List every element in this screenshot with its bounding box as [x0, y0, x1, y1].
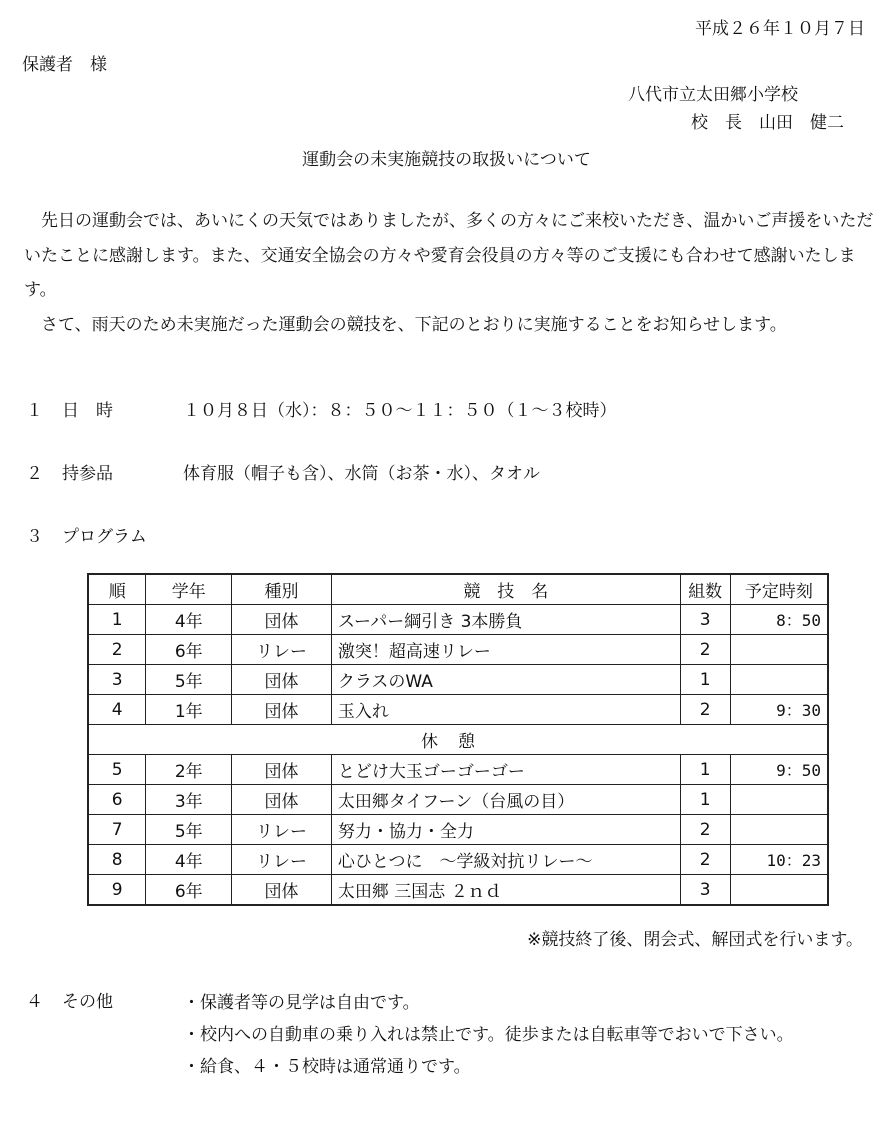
cell-time: 10：23 — [730, 845, 828, 875]
cell-type: リレー — [232, 845, 332, 875]
cell-event: 努力・協力・全力 — [331, 815, 680, 845]
cell-event: 太田郷タイフーン（台風の目） — [331, 785, 680, 815]
cell-type: 団体 — [232, 695, 332, 725]
body-text — [24, 204, 874, 342]
cell-order: 7 — [88, 815, 146, 845]
table-row — [88, 845, 828, 875]
cell-type: リレー — [232, 815, 332, 845]
cell-type: リレー — [232, 635, 332, 665]
section-1-number: １ — [26, 401, 43, 421]
cell-event: 玉入れ — [331, 695, 680, 725]
cell-grade: 2年 — [146, 755, 232, 785]
cell-type: 団体 — [232, 755, 332, 785]
cell-order: 8 — [88, 845, 146, 875]
cell-grade: 4年 — [146, 605, 232, 635]
cell-time — [730, 785, 828, 815]
table-row — [88, 605, 828, 635]
list-item: ・保護者等の見学は自由です。 — [183, 993, 420, 1013]
cell-grade: 6年 — [146, 875, 232, 906]
cell-grade: 1年 — [146, 695, 232, 725]
header-groups: 組数 — [680, 574, 730, 605]
cell-order: 2 — [88, 635, 146, 665]
section-4-number: ４ — [26, 992, 43, 1012]
cell-order: 5 — [88, 755, 146, 785]
cell-type: 団体 — [232, 785, 332, 815]
cell-type: 団体 — [232, 875, 332, 906]
cell-groups: 2 — [680, 635, 730, 665]
table-row — [88, 755, 828, 785]
table-row — [88, 695, 828, 725]
list-item: ・給食、４・５校時は通常通りです。 — [183, 1057, 471, 1077]
section-2-label: 持参品 — [62, 464, 113, 484]
addressee: 保護者 様 — [22, 55, 107, 75]
cell-grade: 3年 — [146, 785, 232, 815]
table-note: ※競技終了後、閉会式、解団式を行います。 — [527, 930, 863, 950]
table-row — [88, 635, 828, 665]
cell-event: とどけ大玉ゴーゴーゴー — [331, 755, 680, 785]
table-row — [88, 665, 828, 695]
cell-groups: 2 — [680, 815, 730, 845]
header-grade: 学年 — [146, 574, 232, 605]
table-row — [88, 875, 828, 906]
cell-order: 1 — [88, 605, 146, 635]
cell-grade: 5年 — [146, 665, 232, 695]
body-paragraph-1: 先日の運動会では、あいにくの天気ではありましたが、多くの方々にご来校いただき、温かいご声援をいただいたことに感謝します。また、交通安全協会の方々や愛育会役員の方々等のご支援にも合わせて感謝いたします。 — [24, 211, 874, 300]
cell-groups: 1 — [680, 665, 730, 695]
section-4-label: その他 — [62, 992, 113, 1012]
cell-groups: 3 — [680, 875, 730, 906]
cell-event: 太田郷 三国志 ２ｎｄ — [331, 875, 680, 906]
cell-type: 団体 — [232, 665, 332, 695]
cell-event: クラスのWA — [331, 665, 680, 695]
school-name: 八代市立太田郷小学校 — [628, 85, 798, 105]
cell-time — [730, 635, 828, 665]
header-order: 順 — [88, 574, 146, 605]
body-paragraph-2: さて、雨天のため未実施だった運動会の競技を、下記のとおりに実施することをお知らせします。 — [41, 314, 787, 335]
document-title: 運動会の未実施競技の取扱いについて — [302, 150, 591, 170]
other-items-list — [183, 987, 873, 1083]
cell-grade: 4年 — [146, 845, 232, 875]
program-table — [87, 573, 829, 906]
header-type: 種別 — [232, 574, 332, 605]
section-1-value: １０月８日（水）：８：５０～１１：５０（１～３校時） — [183, 401, 617, 421]
table-header-row — [88, 574, 828, 605]
table-row — [88, 785, 828, 815]
list-item: ・校内への自動車の乗り入れは禁止です。徒歩または自転車等でおいで下さい。 — [183, 1025, 794, 1045]
section-2-value: 体育服（帽子も含）、水筒（お茶・水）、タオル — [183, 464, 540, 484]
cell-grade: 5年 — [146, 815, 232, 845]
principal-name: 校 長 山田 健二 — [691, 113, 844, 133]
cell-groups: 2 — [680, 695, 730, 725]
header-event: 競 技 名 — [331, 574, 680, 605]
cell-groups: 2 — [680, 845, 730, 875]
cell-time: 9：50 — [730, 755, 828, 785]
cell-groups: 3 — [680, 605, 730, 635]
header-time: 予定時刻 — [730, 574, 828, 605]
cell-grade: 6年 — [146, 635, 232, 665]
cell-order: 3 — [88, 665, 146, 695]
cell-type: 団体 — [232, 605, 332, 635]
section-2-number: ２ — [26, 464, 43, 484]
break-row — [88, 725, 828, 755]
cell-time — [730, 665, 828, 695]
break-label: 休憩 — [88, 725, 828, 755]
section-1-label: 日 時 — [62, 401, 113, 421]
cell-order: 6 — [88, 785, 146, 815]
cell-event: 激突！超高速リレー — [331, 635, 680, 665]
cell-time — [730, 815, 828, 845]
table-row — [88, 815, 828, 845]
cell-time: 9：30 — [730, 695, 828, 725]
cell-groups: 1 — [680, 785, 730, 815]
cell-time — [730, 875, 828, 906]
cell-groups: 1 — [680, 755, 730, 785]
cell-time: 8：50 — [730, 605, 828, 635]
cell-event: 心ひとつに ～学級対抗リレー～ — [331, 845, 680, 875]
cell-order: 9 — [88, 875, 146, 906]
cell-event: スーパー綱引き 3本勝負 — [331, 605, 680, 635]
cell-order: 4 — [88, 695, 146, 725]
section-3-number: ３ — [26, 527, 43, 547]
section-3-label: プログラム — [62, 527, 147, 547]
document-date: 平成２６年１０月７日 — [695, 19, 865, 39]
